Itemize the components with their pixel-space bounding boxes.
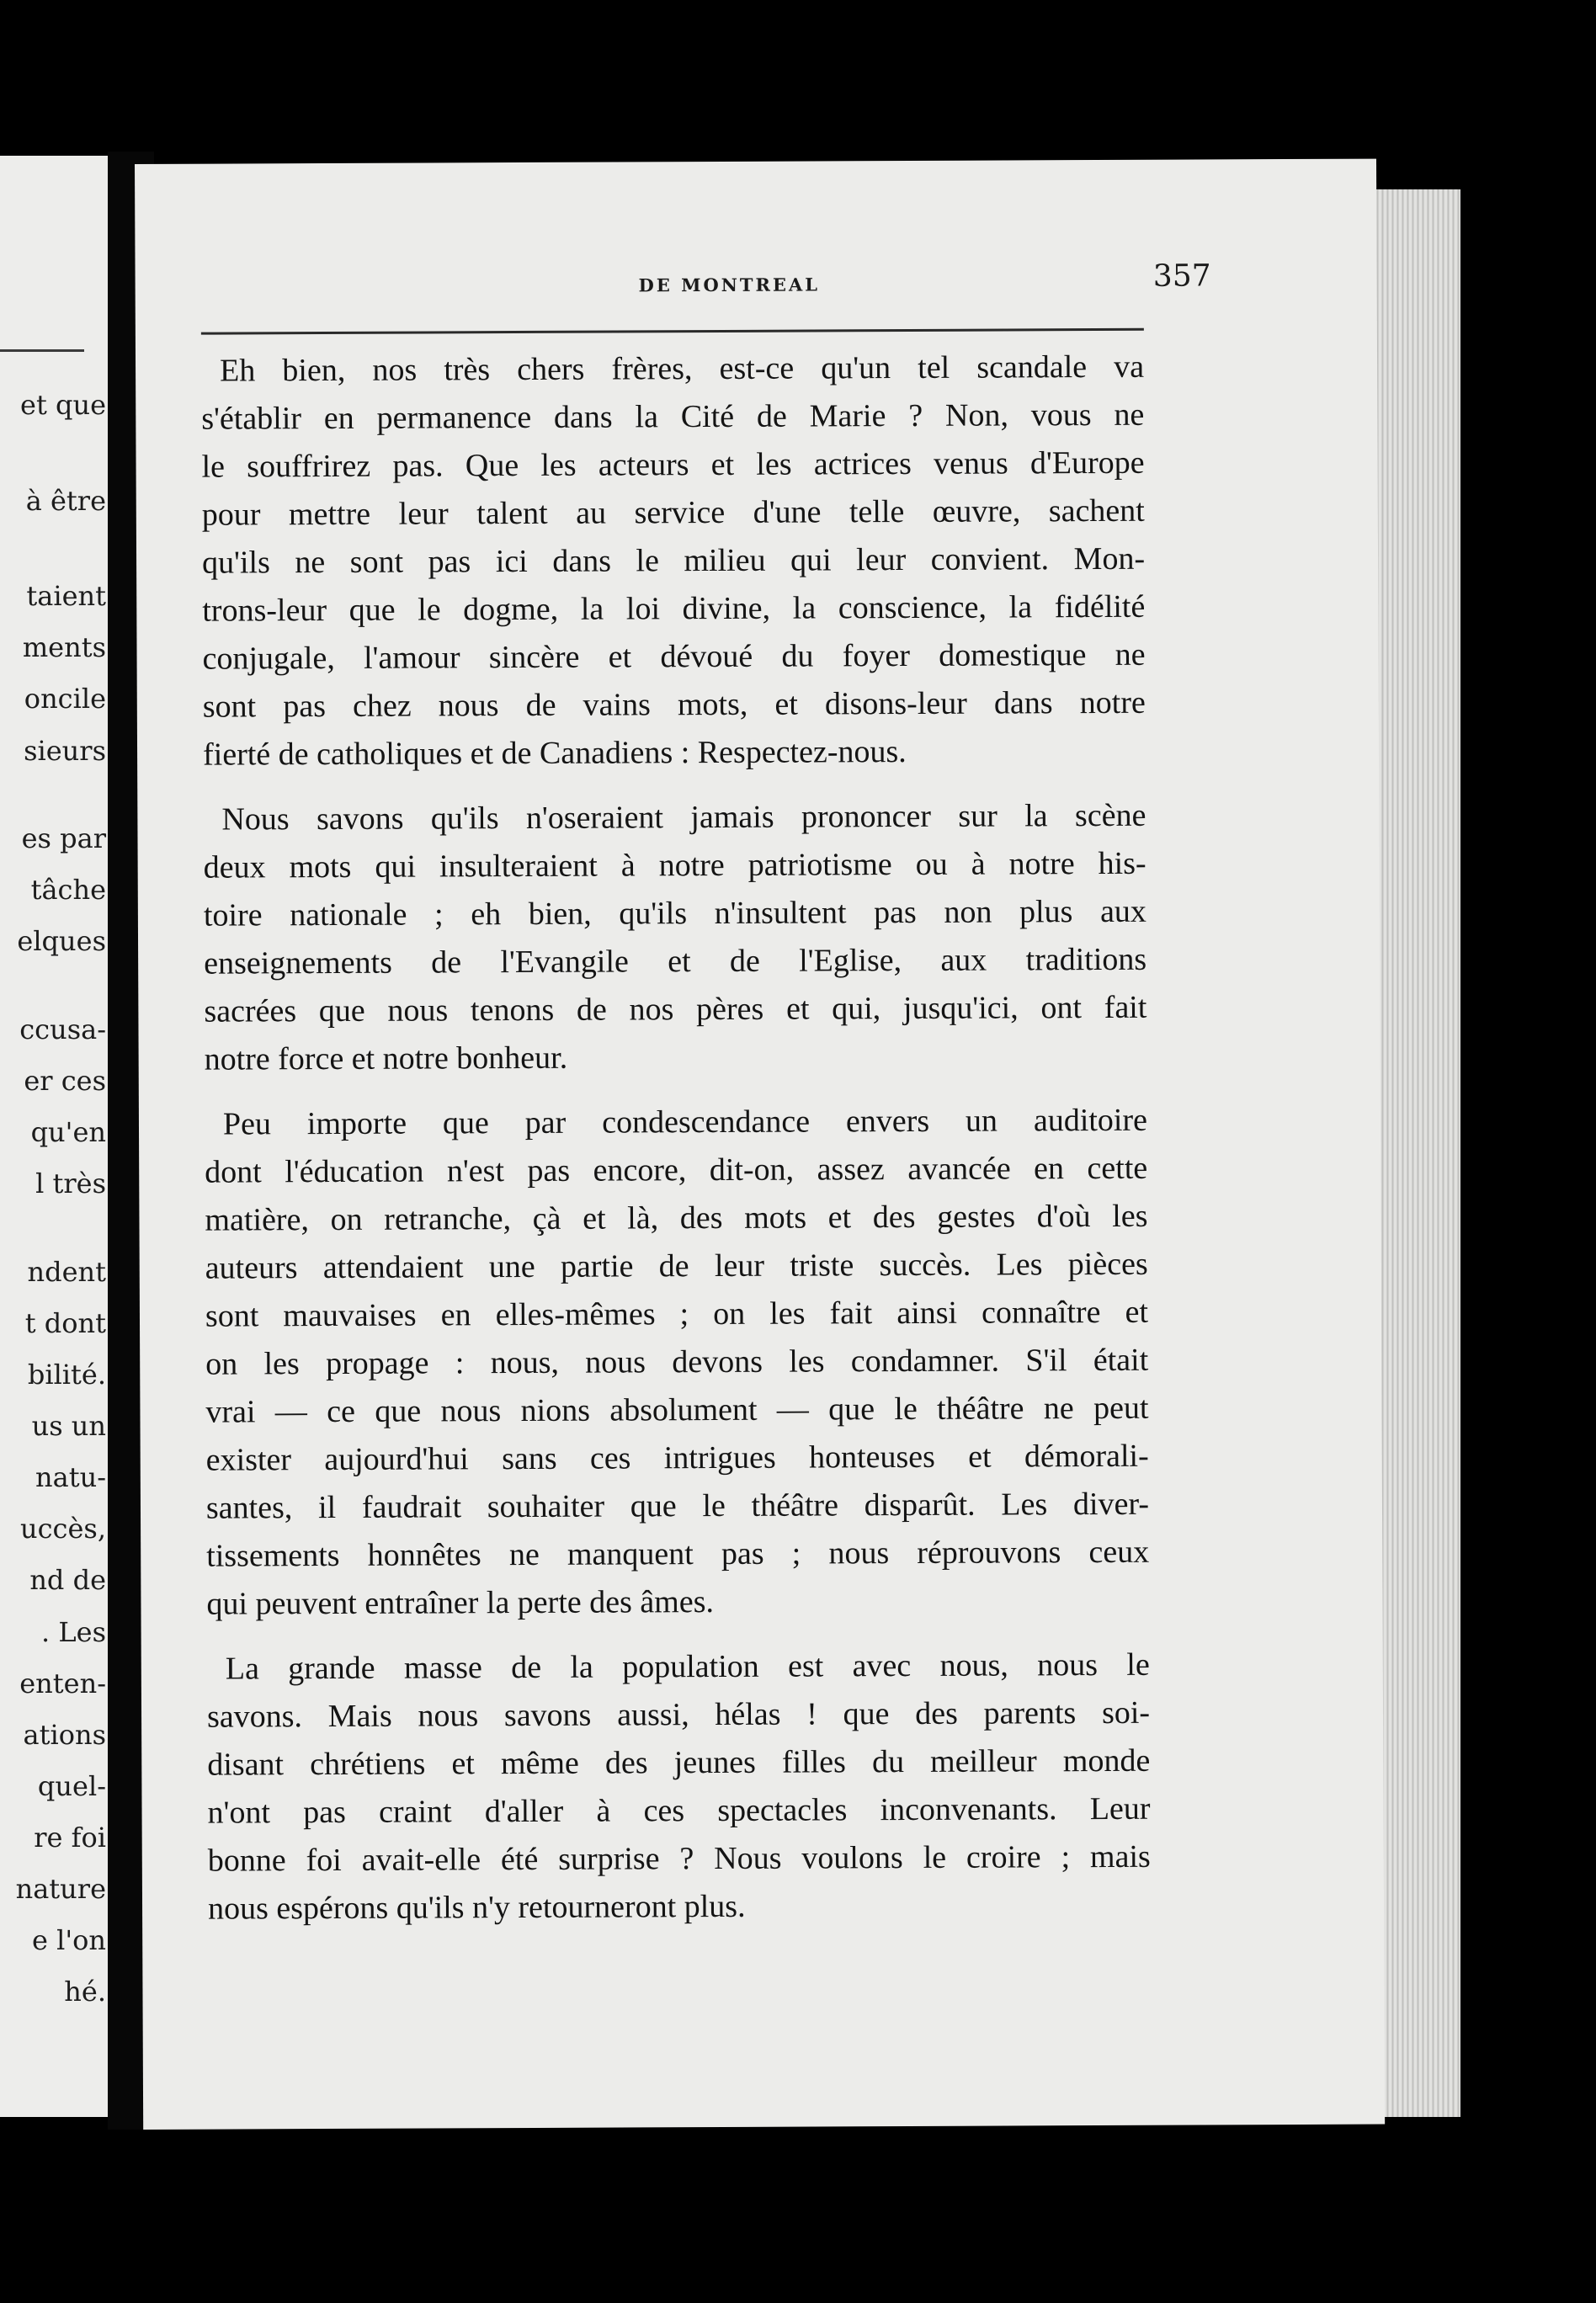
text-line: s'établir en permanence dans la Cité de Marie ? Non, vous ne — [201, 396, 1145, 437]
left-text-fragment: nd de — [29, 1564, 106, 1597]
left-text-fragment: es par — [21, 822, 106, 855]
left-text-fragment: ndent — [27, 1255, 106, 1288]
text-line: trons-leur que le dogme, la loi divine, la conscience, la fidélité — [202, 588, 1146, 629]
left-text-fragment: ccusa- — [19, 1013, 106, 1046]
right-page — [135, 159, 1385, 2130]
text-line: disant chrétiens et même des jeunes filles du meilleur monde — [207, 1742, 1151, 1783]
text-line: Eh bien, nos très chers frères, est-ce qu'un tel scandale va — [219, 348, 1145, 389]
left-text-fragment: ments — [22, 631, 106, 664]
left-text-fragment: l très — [35, 1167, 106, 1200]
paragraph — [205, 1097, 1150, 1629]
left-text-fragment: ations — [23, 1718, 106, 1751]
text-line: santes, il faudrait souhaiter que le théâtre disparût. Les diver- — [205, 1486, 1150, 1526]
text-line: fierté de catholiques et de Canadiens : Respectez-nous. — [202, 734, 907, 773]
paragraph — [201, 343, 1146, 779]
text-line: vrai — ce que nous nions absolument — que le théâtre ne peut — [205, 1390, 1149, 1430]
left-text-fragment: nature — [15, 1872, 106, 1905]
left-text-fragment: natu- — [35, 1461, 106, 1494]
text-line: sont pas chez nous de vains mots, et disons-leur dans notre — [202, 684, 1146, 725]
left-text-fragment: quel- — [37, 1769, 106, 1802]
left-text-fragment: enten- — [19, 1667, 106, 1699]
text-line: exister aujourd'hui sans ces intrigues honteuses et démorali- — [205, 1438, 1149, 1478]
left-text-fragment: t dont — [24, 1307, 106, 1340]
text-line: n'ont pas craint d'aller à ces spectacles inconvenants. Leur — [207, 1790, 1151, 1831]
left-text-fragment: tâche — [30, 874, 106, 907]
paragraph — [203, 792, 1146, 1084]
text-line: savons. Mais nous savons aussi, hélas ! que des parents soi- — [206, 1694, 1151, 1735]
text-line: auteurs attendaient une partie de leur triste succès. Les pièces — [205, 1246, 1148, 1286]
left-text-fragment: à être — [25, 484, 106, 517]
text-line: sacrées que nous tenons de nos pères et qui, jusqu'ici, ont fait — [204, 989, 1147, 1029]
left-page-rule — [0, 349, 84, 352]
text-line: sont mauvaises en elles-mêmes ; on les fait ainsi connaître et — [205, 1294, 1149, 1334]
text-line: nous espérons qu'ils n'y retourneront plus. — [207, 1888, 746, 1927]
text-line: qu'ils ne sont pas ici dans le milieu qui leur convient. Mon- — [201, 540, 1146, 581]
running-head: DE MONTREAL — [638, 274, 821, 296]
text-line: tissements honnêtes ne manquent pas ; nous réprouvons ceux — [206, 1534, 1150, 1574]
text-line: pour mettre leur talent au service d'une telle œuvre, sachent — [201, 492, 1145, 533]
text-line: bonne foi avait-elle été surprise ? Nous voulons le croire ; mais — [207, 1838, 1151, 1879]
text-line: dont l'éducation n'est pas encore, dit-on, assez avancée en cette — [205, 1150, 1148, 1190]
left-text-fragment: e l'on — [31, 1923, 106, 1956]
left-text-fragment: hé. — [64, 1976, 106, 2008]
page-header — [201, 258, 1211, 313]
text-line: matière, on retranche, çà et là, des mots et des gestes d'où les — [205, 1198, 1148, 1238]
left-text-fragment: bilité. — [27, 1359, 106, 1391]
body-text — [201, 343, 1151, 1950]
left-text-fragment: re foi — [34, 1821, 106, 1854]
left-text-fragment: sieurs — [24, 734, 106, 767]
text-line: deux mots qui insulteraient à notre patriotisme ou à notre his- — [203, 845, 1146, 886]
text-line: notre force et notre bonheur. — [204, 1040, 568, 1077]
text-line: Peu importe que par condescendance envers un auditoire — [222, 1102, 1148, 1142]
left-page — [0, 156, 109, 2117]
paragraph — [207, 1641, 1151, 1933]
text-line: le souffrirez pas. Que les acteurs et les actrices venus d'Europe — [201, 444, 1145, 485]
left-text-fragment: uccès, — [20, 1513, 106, 1545]
left-text-fragment: us un — [31, 1410, 106, 1443]
left-text-fragment: et que — [20, 389, 106, 422]
text-line: Nous savons qu'ils n'oseraient jamais prononcer sur la scène — [221, 797, 1146, 838]
page-number: 357 — [1152, 258, 1211, 294]
header-rule — [201, 328, 1144, 335]
text-line: on les propage : nous, nous devons les condamner. S'il était — [205, 1342, 1149, 1382]
left-text-fragment: oncile — [24, 683, 106, 715]
text-line: toire nationale ; eh bien, qu'ils n'insultent pas non plus aux — [203, 893, 1146, 933]
text-line: qui peuvent entraîner la perte des âmes. — [206, 1584, 715, 1622]
left-text-fragment: taient — [26, 580, 106, 613]
text-line: conjugale, l'amour sincère et dévoué du foyer domestique ne — [202, 636, 1146, 677]
text-line: enseignements de l'Evangile et de l'Eglise, aux traditions — [204, 941, 1147, 981]
left-text-fragment: er ces — [24, 1065, 106, 1098]
left-text-fragment: elques — [17, 925, 106, 958]
left-text-fragment: . Les — [41, 1615, 106, 1648]
left-text-fragment: qu'en — [30, 1116, 106, 1149]
text-line: La grande masse de la population est avec nous, nous le — [225, 1646, 1150, 1687]
